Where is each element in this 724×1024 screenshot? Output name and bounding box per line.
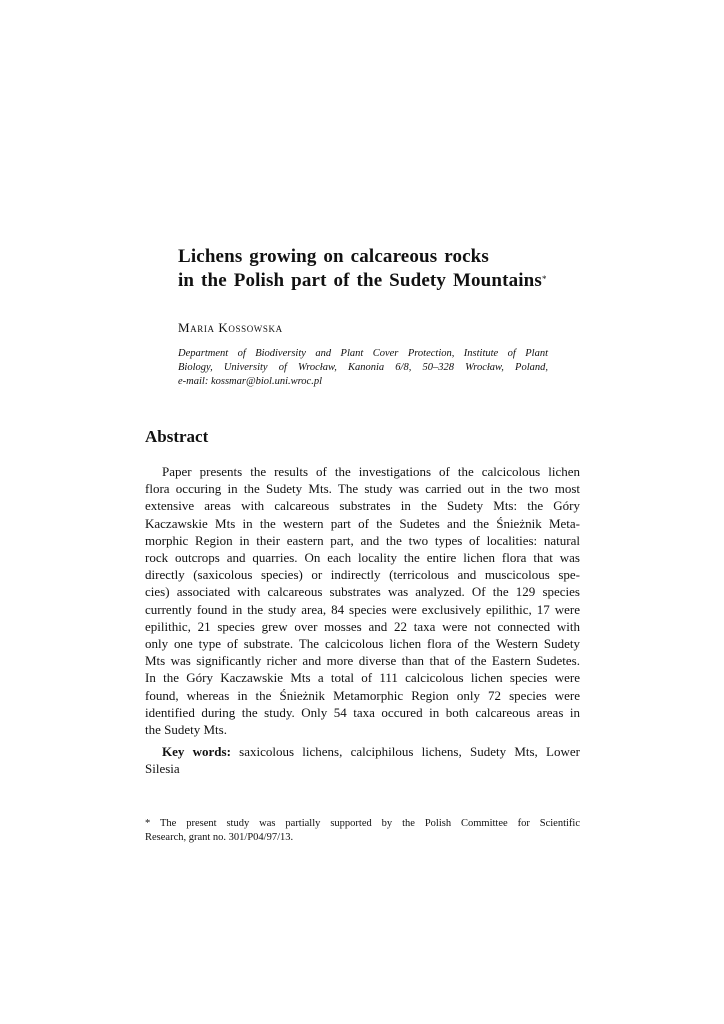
keywords	[145, 743, 580, 777]
abstract-line: currently found in the study area, 84 species were exclusively epilithic, 17 were	[145, 601, 580, 617]
abstract-heading: Abstract	[145, 427, 209, 446]
paper-title	[178, 245, 648, 293]
affiliation-email: e-mail: kossmar@biol.uni.wroc.pl	[178, 376, 323, 387]
footnote-line-1: * The present study was partially supported by the Polish Committee for Scientific	[145, 818, 580, 829]
author-name: Maria Kossowska	[178, 320, 283, 335]
title-line-2	[178, 269, 648, 293]
affiliation-line-1: Department of Biodiversity and Plant Cover Protection, Institute of Plant	[178, 348, 548, 359]
abstract-body	[145, 463, 580, 738]
affiliation-line-2: Biology, University of Wrocław, Kanonia 6/8, 50–328 Wrocław, Poland,	[178, 362, 548, 373]
abstract-line: epilithic, 21 species grew over mosses and 22 taxa were not connected with	[145, 618, 580, 634]
affiliation	[178, 347, 548, 389]
keywords-line-1	[145, 743, 580, 760]
abstract-line: morphic Region in their eastern part, and the two types of localities: natural	[145, 532, 580, 548]
abstract-line: directly (saxicolous species) or indirectly (terricolous and muscicolous spe-	[145, 567, 580, 583]
abstract-line: rock outcrops and quarries. On each locality the entire lichen flora that was	[145, 550, 580, 566]
abstract-line: cies) associated with calcareous substrates was analyzed. Of the 129 species	[145, 584, 580, 600]
keywords-line-2: Silesia	[145, 761, 180, 777]
abstract-line: Kaczawskie Mts in the western part of the Sudetes and the Śnieżnik Meta-	[145, 515, 580, 531]
abstract-line: Mts was significantly richer and more diverse than that of the Eastern Sudetes.	[145, 653, 580, 669]
abstract-line: Paper presents the results of the investigations of the calcicolous lichen	[162, 464, 580, 479]
footnote-line-2: Research, grant no. 301/P04/97/13.	[145, 832, 294, 843]
title-line-2-text: in the Polish part of the Sudety Mountains	[178, 270, 542, 291]
title-footnote-mark: *	[541, 274, 547, 284]
abstract-line: In the Góry Kaczawskie Mts a total of 111 calcicolous lichen species were	[145, 670, 580, 686]
keywords-label: Key words:	[162, 744, 231, 759]
abstract-line: found, whereas in the Śnieżnik Metamorphic Region only 72 species were	[145, 687, 580, 703]
title-line-1: Lichens growing on calcareous rocks	[178, 246, 489, 267]
abstract-line: identified during the study. Only 54 taxa occured in both calcareous areas in	[145, 704, 580, 720]
abstract-line: the Sudety Mts.	[145, 722, 227, 738]
keywords-text: saxicolous lichens, calciphilous lichens, Sudety Mts, Lower	[230, 744, 580, 759]
abstract-line: only one type of substrate. The calcicolous lichen flora of the Western Sudety	[145, 636, 580, 652]
abstract-line: extensive areas with calcareous substrates in the Sudety Mts: the Góry	[145, 498, 580, 514]
footnote	[145, 817, 580, 845]
abstract-line: flora occuring in the Sudety Mts. The study was carried out in the two most	[145, 481, 580, 497]
